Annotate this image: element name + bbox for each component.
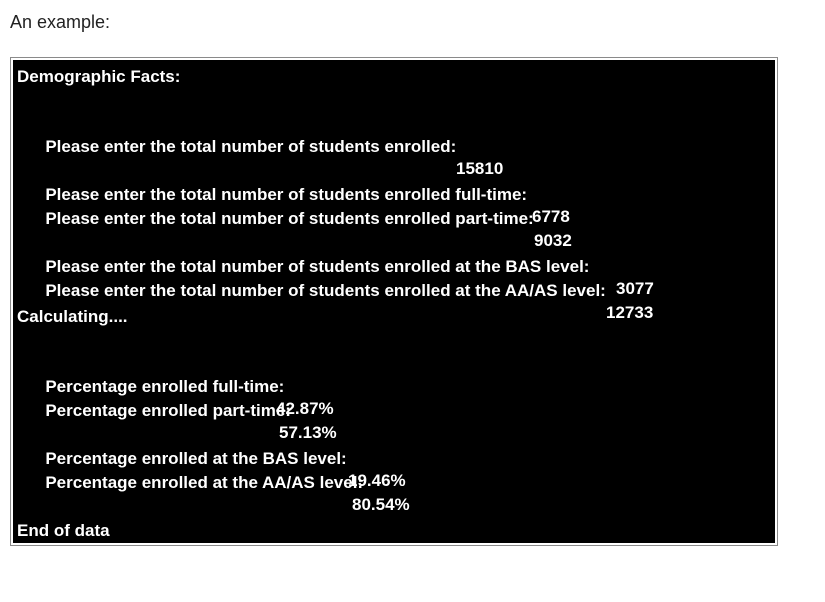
pct-aaas-label: Percentage enrolled at the AA/AS level: (45, 473, 364, 492)
pct-aaas-value: 80.54% (352, 495, 410, 514)
end-of-data-text: End of data (17, 521, 110, 540)
pct-fulltime-label: Percentage enrolled full-time: (45, 377, 285, 396)
pct-bas-value: 19.46% (348, 471, 406, 490)
parttime-prompt: Please enter the total number of students enrolled part-time: (45, 209, 534, 228)
aaas-prompt: Please enter the total number of students enrolled at the AA/AS level: (45, 281, 606, 300)
aaas-value: 12733 (606, 303, 654, 322)
intro-text: An example: (10, 12, 111, 32)
console-frame (10, 57, 778, 546)
pct-parttime-value: 57.13% (279, 423, 337, 442)
pct-bas-label: Percentage enrolled at the BAS level: (45, 449, 347, 468)
calculating-text: Calculating.... (17, 307, 128, 326)
parttime-value: 9032 (534, 231, 572, 250)
bas-prompt: Please enter the total number of students enrolled at the BAS level: (45, 257, 590, 276)
fulltime-value: 6778 (532, 207, 570, 226)
fulltime-prompt: Please enter the total number of students enrolled full-time: (45, 185, 528, 204)
total-value: 15810 (456, 159, 504, 178)
pct-fulltime-value: 42.87% (276, 399, 334, 418)
bas-value: 3077 (616, 279, 654, 298)
console-output (13, 60, 775, 543)
console-heading: Demographic Facts: (17, 67, 181, 86)
pct-parttime-label: Percentage enrolled part-time: (45, 401, 291, 420)
total-prompt: Please enter the total number of students enrolled: (45, 137, 457, 156)
